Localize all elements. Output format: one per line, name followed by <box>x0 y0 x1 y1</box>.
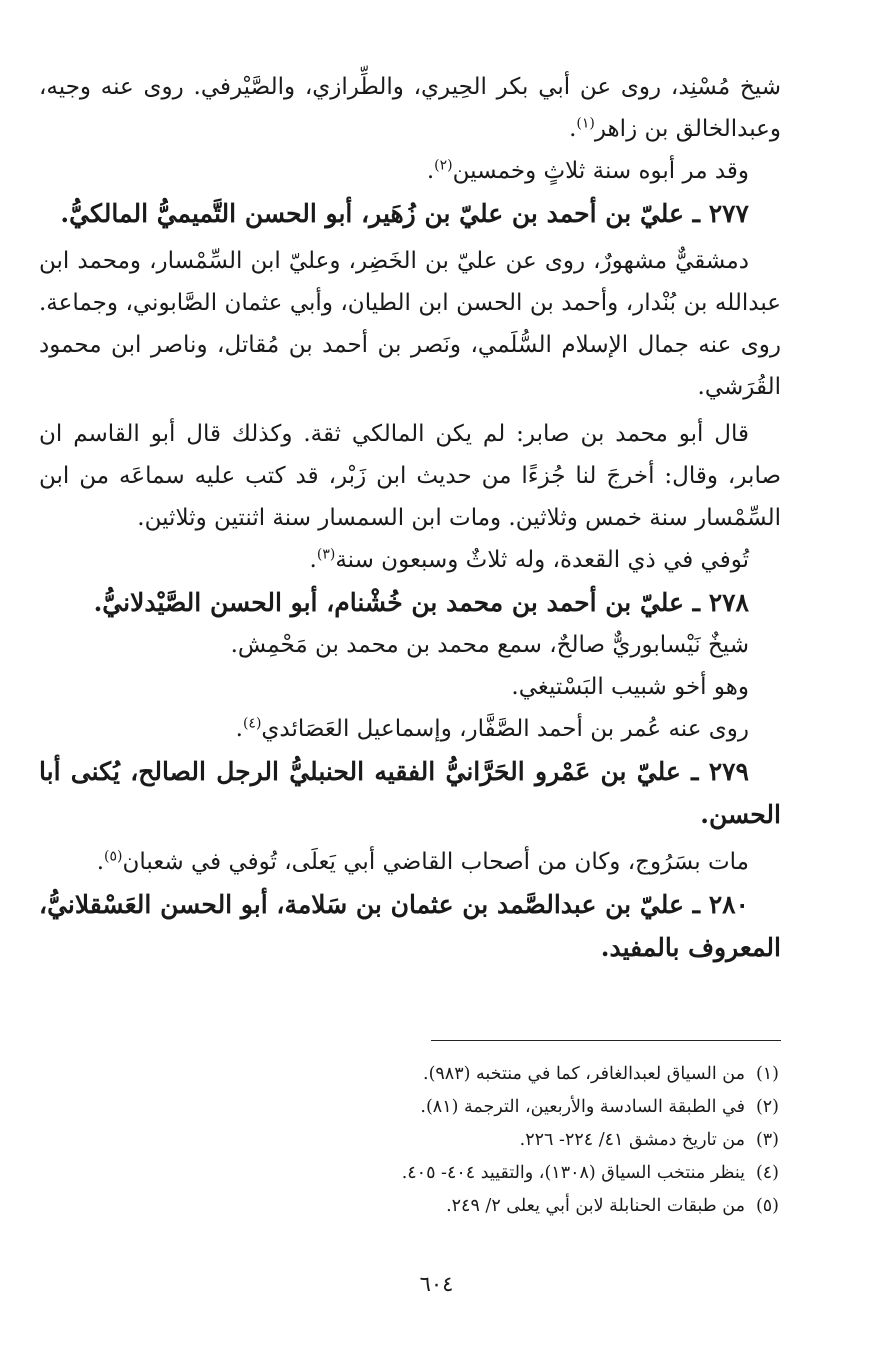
footnote-ref: (٣) <box>316 546 336 563</box>
entry-heading: ٢٧٧ ـ عليّ بن أحمد بن عليّ بن زُهَير، أبو الحسن التَّميميُّ المالكيُّ. <box>60 199 749 228</box>
footnote-ref: (٥) <box>104 848 123 865</box>
entry-heading: ٢٧٨ ـ عليّ بن أحمد بن محمد بن خُشْنام، أبو الحسن الصَّيْدلانيُّ. <box>93 588 749 617</box>
footnote-text: من السياق لعبدالغافر، كما في منتخبه (٩٨٣). <box>423 1064 745 1084</box>
paragraph: وقد مر أبوه سنة ثلاثٍ وخمسين$^{(٢)}$. <box>426 157 749 184</box>
paragraph: شيخٌ نَيْسابوريٌّ صالحٌ، سمع محمد بن محمد بن مَحْمِش. <box>230 632 749 658</box>
footnote-number: (٥) <box>755 1196 779 1216</box>
footnote-ref: (١) <box>576 115 595 132</box>
footnote <box>39 1058 781 1091</box>
paragraph-text: وقد مر أبوه سنة ثلاثٍ وخمسين <box>452 158 749 184</box>
footnote-ref: (٢) <box>434 157 453 174</box>
footnote-number: (٣) <box>755 1130 779 1150</box>
footnotes <box>39 1058 781 1223</box>
main-text <box>39 66 781 969</box>
footnote-text: من تاريخ دمشق ٤١/ ٢٢٤- ٢٢٦. <box>519 1130 745 1150</box>
entry-heading: ٢٨٠ ـ عليّ بن عبدالصَّمد بن عثمان بن سَلامة، أبو الحسن العَسْقلانيُّ، المعروف بالمفيد. <box>39 890 781 962</box>
paragraph-text: شيخ مُسْنِد، روى عن أبي بكر الحِيري، والطِّرازي، والصَّيْرفي. روى عنه وجيه، وعبدالخالق بن زاهر <box>39 74 781 142</box>
footnote-number: (٤) <box>755 1163 779 1183</box>
paragraph: روى عنه عُمر بن أحمد الصَّفَّار، وإسماعيل العَصَائدي$^{(٤)}$. <box>235 715 749 742</box>
paragraph: قال أبو محمد بن صابر: لم يكن المالكي ثقة. وكذلك قال أبو القاسم ان صابر، وقال: أخرجَ لنا جُزءًا من حديث ابن زَبْر، قد كتب عليه سماعَه من ابن السِّمْسار سنة خمس وثلاثين. ومات ابن السمسار سنة اثنتين وثلاثين. <box>39 421 781 531</box>
footnote-ref: (٤) <box>242 715 262 732</box>
entry-heading: ٢٧٩ ـ عليّ بن عَمْرو الحَرَّانيُّ الفقيه الحنبليُّ الرجل الصالح، يُكنى أبا الحسن. <box>39 757 781 829</box>
footnote-text: ينظر منتخب السياق (١٣٠٨)، والتقييد ٤٠٤- ٤٠٥. <box>401 1163 745 1183</box>
paragraph: شيخ مُسْنِد، روى عن أبي بكر الحِيري، والطِّرازي، والصَّيْرفي. روى عنه وجيه، وعبدالخالق بن زاهر$^{(١)}$. <box>39 74 781 142</box>
footnote <box>39 1190 781 1223</box>
paragraph-text: روى عنه عُمر بن أحمد الصَّفَّار، وإسماعيل العَصَائدي <box>261 716 749 742</box>
footnote-number: (٢) <box>755 1097 779 1117</box>
footnote <box>39 1091 781 1124</box>
paragraph-text: تُوفي في ذي القعدة، وله ثلاثٌ وسبعون سنة <box>335 547 749 573</box>
paragraph-text: مات بسَرُوج، وكان من أصحاب القاضي أبي يَعلَى، تُوفي في شعبان <box>122 849 749 875</box>
footnote <box>39 1157 781 1190</box>
paragraph: وهو أخو شبيب البَسْتيغي. <box>511 674 749 700</box>
footnote-text: من طبقات الحنابلة لابن أبي يعلى ٢/ ٢٤٩. <box>446 1196 745 1216</box>
paragraph: مات بسَرُوج، وكان من أصحاب القاضي أبي يَعلَى، تُوفي في شعبان$^{(٥)}$. <box>96 848 749 875</box>
paragraph: تُوفي في ذي القعدة، وله ثلاثٌ وسبعون سنة$^{(٣)}$. <box>309 546 749 573</box>
footnote-text: في الطبقة السادسة والأربعين، الترجمة (٨١). <box>420 1097 745 1117</box>
paragraph: دمشقيٌّ مشهورٌ، روى عن عليّ بن الخَضِر، وعليّ ابن السِّمْسار، ومحمد ابن عبدالله بن بُنْدار، وأحمد بن الحسن ابن الطيان، وأبي عثمان الصَّابوني، وجماعة. روى عنه جمال الإسلام السُّلَمي، ونَصر بن أحمد بن مُقاتل، وناصر ابن محمود القُرَشي. <box>39 248 781 400</box>
footnote-divider <box>431 1040 781 1041</box>
footnote-number: (١) <box>755 1064 779 1084</box>
page-number: ٦٠٤ <box>419 1272 454 1296</box>
footnote <box>39 1124 781 1157</box>
